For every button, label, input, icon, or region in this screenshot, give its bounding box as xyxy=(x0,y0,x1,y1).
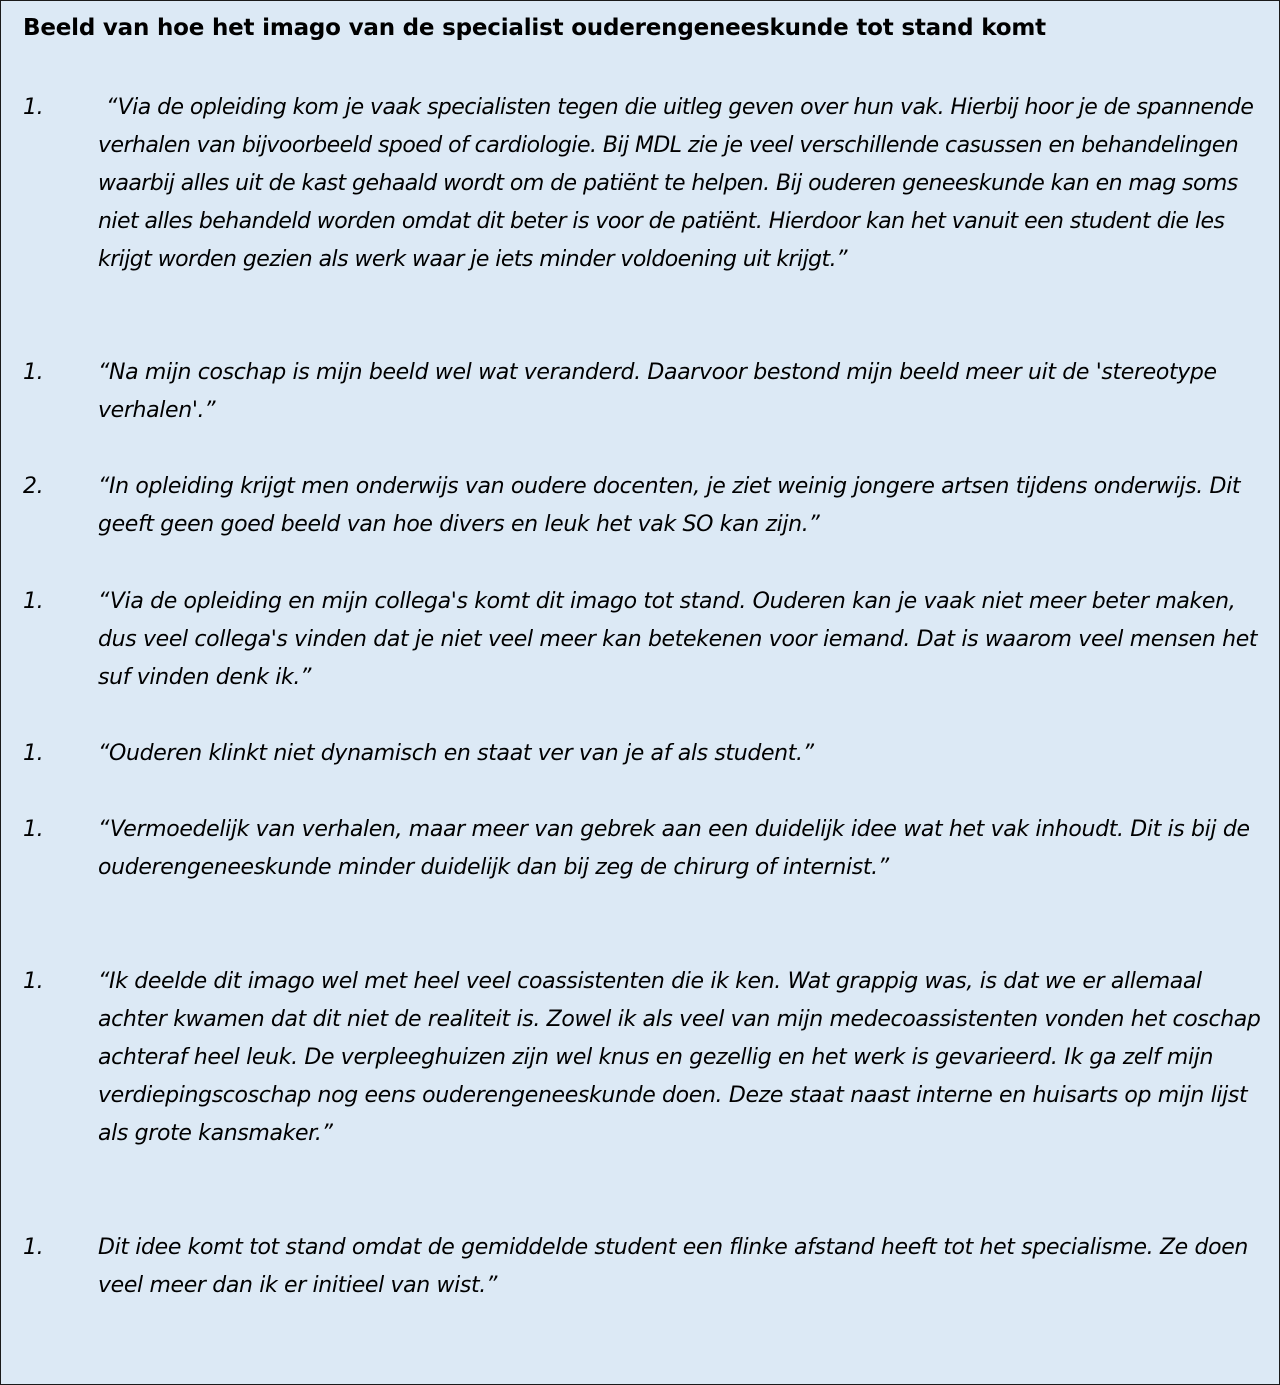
item-number: 1. xyxy=(23,741,44,766)
item-number: 1. xyxy=(23,95,44,120)
item-quote: Dit idee komt tot stand omdat de gemiddelde student een flinke afstand heeft tot het specialisme. Ze doen veel meer dan ik er initieel van wist.” xyxy=(98,1235,1249,1298)
item-quote: “Ouderen klinkt niet dynamisch en staat ver van je af als student.” xyxy=(98,741,814,766)
item-quote: “Vermoedelijk van verhalen, maar meer van gebrek aan een duidelijk idee wat het vak inhoudt. Dit is bij de ouderengeneeskunde minder duidelijk dan bij zeg de chirurg of internist.” xyxy=(98,817,1250,880)
item-quote: “In opleiding krijgt men onderwijs van oudere docenten, je ziet weinig jongere artsen tijdens onderwijs. Dit geeft geen goed beeld van hoe divers en leuk het vak SO kan zijn.” xyxy=(98,474,1241,537)
item-quote: “Via de opleiding en mijn collega's komt dit imago tot stand. Ouderen kan je vaak niet meer beter maken, dus veel collega's vinden dat je niet veel meer kan betekenen voor iemand. Dat is waarom veel mensen het suf vinden denk ik.” xyxy=(98,589,1258,690)
item-number: 2. xyxy=(23,474,44,499)
item-quote: “Na mijn coschap is mijn beeld wel wat veranderd. Daarvoor bestond mijn beeld meer uit de 'stereotype verhalen'.” xyxy=(98,360,1217,423)
item-number: 1. xyxy=(23,360,44,385)
item-number: 1. xyxy=(23,817,44,842)
box-title: Beeld van hoe het imago van de specialist ouderengeneeskunde tot stand komt xyxy=(23,15,1046,41)
item-number: 1. xyxy=(23,1235,44,1260)
item-number: 1. xyxy=(23,589,44,614)
item-quote: “Via de opleiding kom je vaak specialisten tegen die uitleg geven over hun vak. Hierbij hoor je de spannende verhalen van bijvoorbeeld spoed of cardiologie. Bij MDL zie je veel verschillende casussen en behandelingen waarbij alles uit de kast gehaald wordt om de patiënt te helpen. Bij ouderen geneeskunde kan en mag soms niet alles behandeld worden omdat dit beter is voor de patiënt. Hierdoor kan het vanuit een student die les krijgt worden gezien als werk waar je iets minder voldoening uit krijgt.” xyxy=(98,95,1254,272)
item-quote: “Ik deelde dit imago wel met heel veel coassistenten die ik ken. Wat grappig was, is dat we er allemaal achter kwamen dat dit niet de realiteit is. Zowel ik als veel van mijn medecoassistenten vonden het coschap achteraf heel leuk. De verpleeghuizen zijn wel knus en gezellig en het werk is gevarieerd. Ik ga zelf mijn verdiepingscoschap nog eens ouderengeneeskunde doen. Deze staat naast interne en huisarts op mijn lijst als grote kansmaker.” xyxy=(98,969,1261,1146)
item-number: 1. xyxy=(23,969,44,994)
